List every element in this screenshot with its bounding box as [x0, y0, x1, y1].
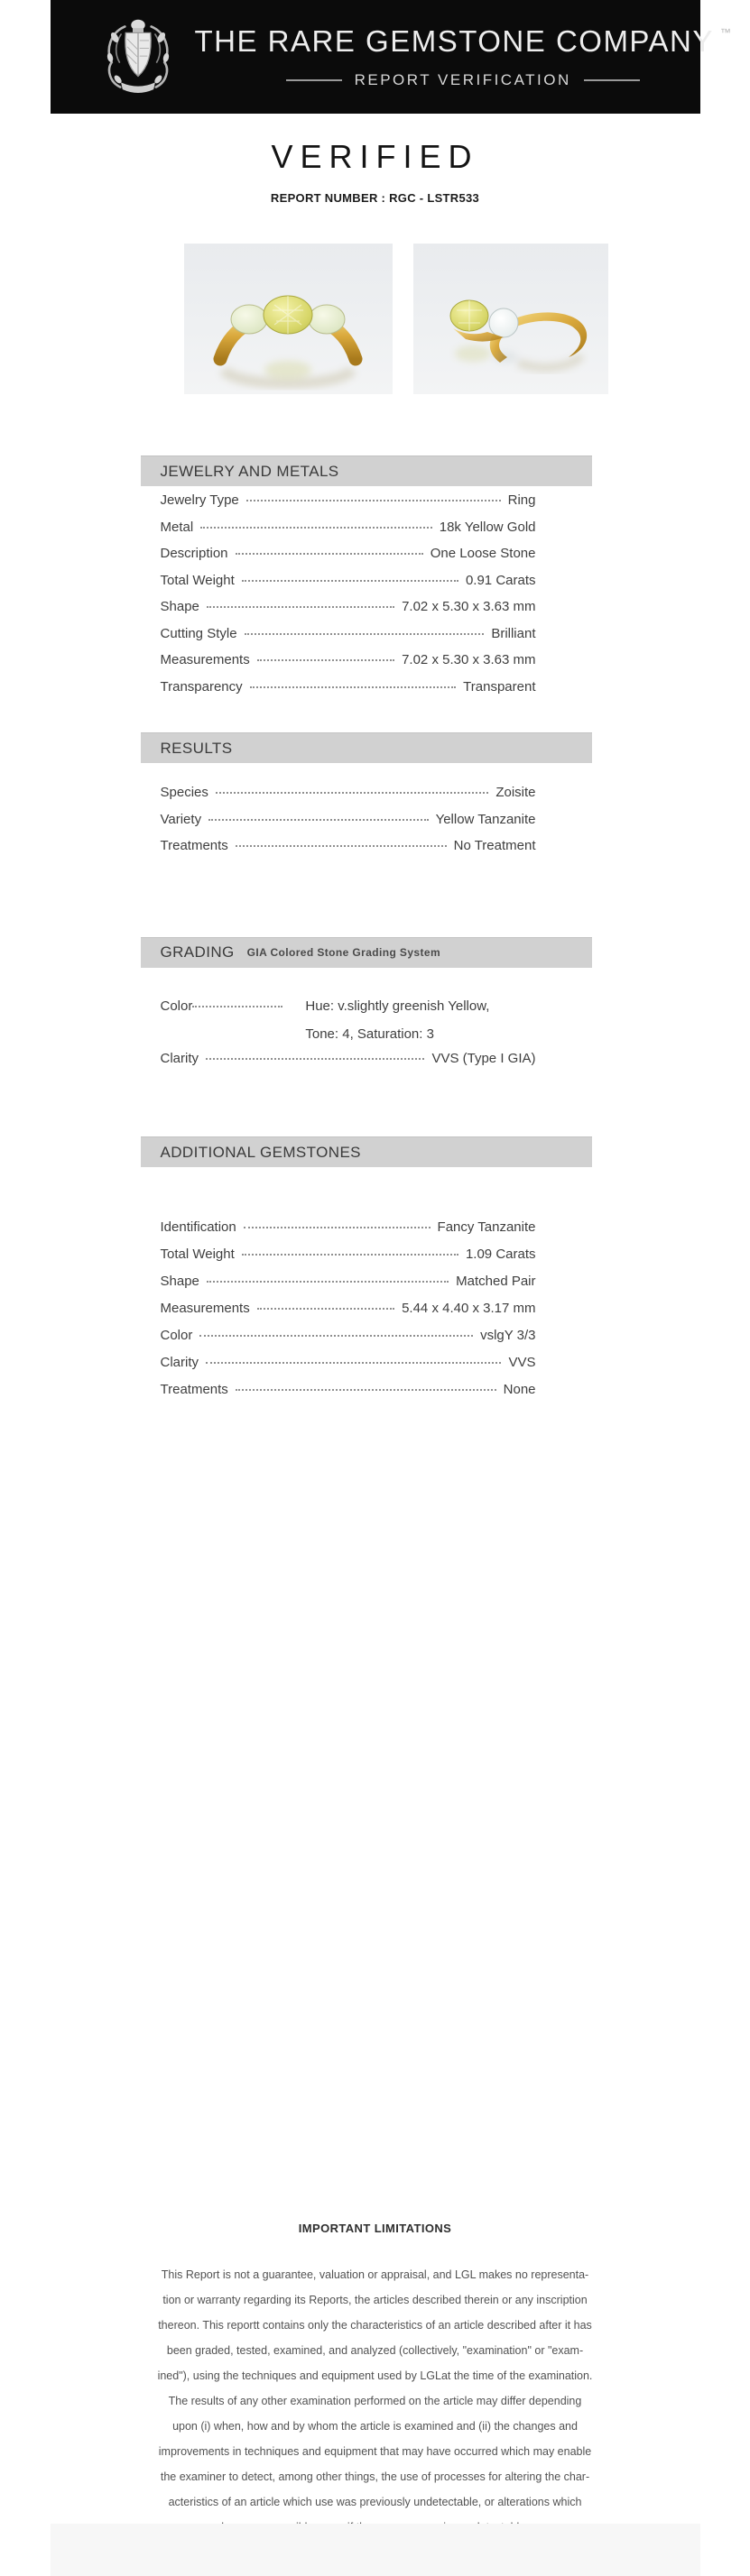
value-transparency: Transparent	[463, 678, 536, 695]
row-measurements	[141, 652, 592, 679]
limitations-line: ined"), using the techniques and equipment used by LGLat the time of the examination.	[157, 2369, 593, 2382]
row-metal	[141, 520, 592, 547]
limitations-line: The results of any other examination performed on the article may differ depending	[168, 2395, 582, 2407]
ring-photos	[184, 244, 700, 394]
limitations-line: been graded, tested, examined, and analyzed (collectively, "examination" or "exam-	[166, 2344, 584, 2357]
label-species: Species	[160, 785, 208, 800]
dotted-leader	[208, 819, 429, 821]
additional-row-shape	[141, 1274, 592, 1301]
value-grading-clarity: VVS (Type I GIA)	[431, 1050, 536, 1066]
label-cutting-style: Cutting Style	[160, 625, 237, 641]
additional-row-treatments	[141, 1382, 592, 1409]
label-total-weight: Total Weight	[160, 1247, 235, 1262]
limitations-line: thereon. This reportt contains only the characteristics of an article described after it has	[158, 2319, 592, 2332]
ring-photo-front	[184, 244, 393, 394]
value-grading-color	[305, 992, 489, 1048]
label-transparency: Transparency	[160, 678, 243, 695]
row-total-weight	[141, 573, 592, 600]
label-grading-clarity: Clarity	[160, 1050, 199, 1066]
left-rule	[286, 79, 342, 81]
section-title: RESULTS	[160, 739, 233, 757]
row-grading-clarity	[141, 1051, 592, 1078]
dotted-leader	[236, 553, 423, 555]
dotted-leader	[257, 659, 394, 661]
dotted-leader	[200, 527, 432, 529]
label-description: Description	[160, 546, 228, 561]
section-title: ADDITIONAL GEMSTONES	[160, 1143, 361, 1161]
value-treatments: No Treatment	[453, 838, 536, 853]
dotted-leader	[206, 1362, 501, 1364]
value-variety: Yellow Tanzanite	[435, 811, 536, 827]
label-treatments: Treatments	[160, 838, 228, 853]
limitations-line: tion or warranty regarding its Reports, the articles described therein or any inscription	[162, 2294, 588, 2306]
label-measurements: Measurements	[160, 652, 250, 667]
dotted-leader	[246, 500, 501, 501]
row-species	[141, 785, 592, 812]
limitations-line: acteristics of an article which use was previously undetectable, or alterations which	[168, 2496, 582, 2508]
row-transparency	[141, 679, 592, 706]
grading-system-label: GIA Colored Stone Grading System	[246, 946, 441, 959]
additional-row-clarity	[141, 1355, 592, 1382]
value-species: Zoisite	[495, 785, 536, 800]
section-header-jewelry-and-metals	[141, 455, 592, 486]
header-text	[195, 24, 750, 89]
limitations-line: improvements in techniques and equipment that may have occurred which may enable	[158, 2445, 592, 2458]
label-color: Color	[160, 1328, 193, 1343]
additional-row-total-weight	[141, 1247, 592, 1274]
company-name-line	[195, 24, 731, 59]
dotted-leader	[236, 845, 447, 847]
report-verification-page	[51, 0, 731, 2576]
label-variety: Variety	[160, 811, 202, 827]
value-metal: 18k Yellow Gold	[439, 519, 536, 535]
right-rule	[584, 79, 640, 81]
label-shape: Shape	[160, 599, 199, 614]
row-variety	[141, 812, 592, 839]
row-treatments	[141, 838, 592, 865]
dotted-leader	[199, 1335, 473, 1337]
value-color: vslgY 3/3	[480, 1328, 536, 1343]
dotted-leader	[207, 1281, 449, 1283]
value-jewelry-type: Ring	[507, 492, 536, 508]
dotted-leader	[207, 606, 394, 608]
company-name: THE RARE GEMSTONE COMPANY	[194, 24, 714, 58]
dotted-leader	[242, 580, 458, 582]
label-metal: Metal	[160, 519, 194, 535]
label-identification: Identification	[160, 1219, 236, 1235]
value-measurements: 7.02 x 5.30 x 3.63 mm	[402, 652, 536, 667]
label-jewelry-type: Jewelry Type	[160, 492, 239, 508]
label-measurements: Measurements	[160, 1301, 250, 1316]
dotted-leader	[242, 1254, 458, 1256]
row-cutting-style	[141, 626, 592, 653]
dotted-leader	[192, 1006, 282, 1007]
additional-gemstones-rows	[141, 1219, 592, 1409]
additional-row-identification	[141, 1219, 592, 1247]
section-header-results	[141, 732, 592, 763]
value-shape: 7.02 x 5.30 x 3.63 mm	[402, 599, 536, 614]
dotted-leader	[244, 1227, 431, 1228]
color-tone-line: Tone: 4, Saturation: 3	[305, 1026, 434, 1042]
value-total-weight: 0.91 Carats	[465, 572, 536, 588]
verified-status: VERIFIED	[271, 138, 479, 175]
limitations-line: the examiner to detect, among other things, the use of processes for altering the char-	[160, 2470, 590, 2483]
label-shape: Shape	[160, 1274, 199, 1289]
results-rows	[141, 785, 592, 865]
header	[51, 0, 731, 114]
limitations-line: This Report is not a guarantee, valuation or appraisal, and LGL makes no representa-	[161, 2268, 589, 2281]
section-title: GRADING	[160, 943, 235, 961]
footer-band	[51, 2524, 700, 2576]
label-total-weight: Total Weight	[160, 572, 235, 588]
additional-row-color	[141, 1328, 592, 1355]
row-shape	[141, 599, 592, 626]
value-measurements: 5.44 x 4.40 x 3.17 mm	[402, 1301, 536, 1316]
grading-rows	[141, 992, 592, 1078]
report-number: REPORT NUMBER : RGC - LSTR533	[270, 191, 480, 205]
dotted-leader	[236, 1389, 496, 1391]
dotted-leader	[245, 633, 485, 635]
dotted-leader	[250, 686, 457, 688]
row-description	[141, 546, 592, 573]
dotted-leader	[216, 792, 488, 794]
report-verification-label: REPORT VERIFICATION	[354, 71, 571, 88]
value-total-weight: 1.09 Carats	[465, 1247, 536, 1262]
value-clarity: VVS	[508, 1355, 536, 1370]
ring-photo-side	[413, 244, 608, 394]
value-identification: Fancy Tanzanite	[437, 1219, 536, 1235]
value-cutting-style: Brilliant	[491, 625, 536, 641]
limitations-line: upon (i) when, how and by whom the article is examined and (ii) the changes and	[172, 2420, 578, 2433]
value-shape: Matched Pair	[456, 1274, 536, 1289]
dotted-leader	[257, 1308, 394, 1310]
color-hue-line: Hue: v.slightly greenish Yellow,	[305, 998, 490, 1014]
important-limitations-text	[51, 2262, 700, 2540]
value-treatments: None	[503, 1382, 536, 1397]
dotted-leader	[206, 1058, 424, 1060]
section-header-grading	[141, 937, 592, 968]
section-header-additional-gemstones	[141, 1136, 592, 1167]
important-limitations-section	[51, 2221, 700, 2540]
important-limitations-title: IMPORTANT LIMITATIONS	[298, 2222, 452, 2235]
section-title: JEWELRY AND METALS	[160, 462, 339, 480]
jewelry-and-metals-rows	[141, 492, 592, 705]
company-crest-logo	[99, 14, 177, 100]
row-jewelry-type	[141, 492, 592, 520]
value-description: One Loose Stone	[430, 546, 536, 561]
additional-row-measurements	[141, 1301, 592, 1328]
trademark-symbol: ™	[719, 26, 731, 39]
label-clarity: Clarity	[160, 1355, 199, 1370]
label-grading-color: Color	[160, 998, 193, 1014]
label-treatments: Treatments	[160, 1382, 228, 1397]
row-grading-color	[141, 992, 592, 1048]
report-verification-banner	[286, 71, 640, 89]
